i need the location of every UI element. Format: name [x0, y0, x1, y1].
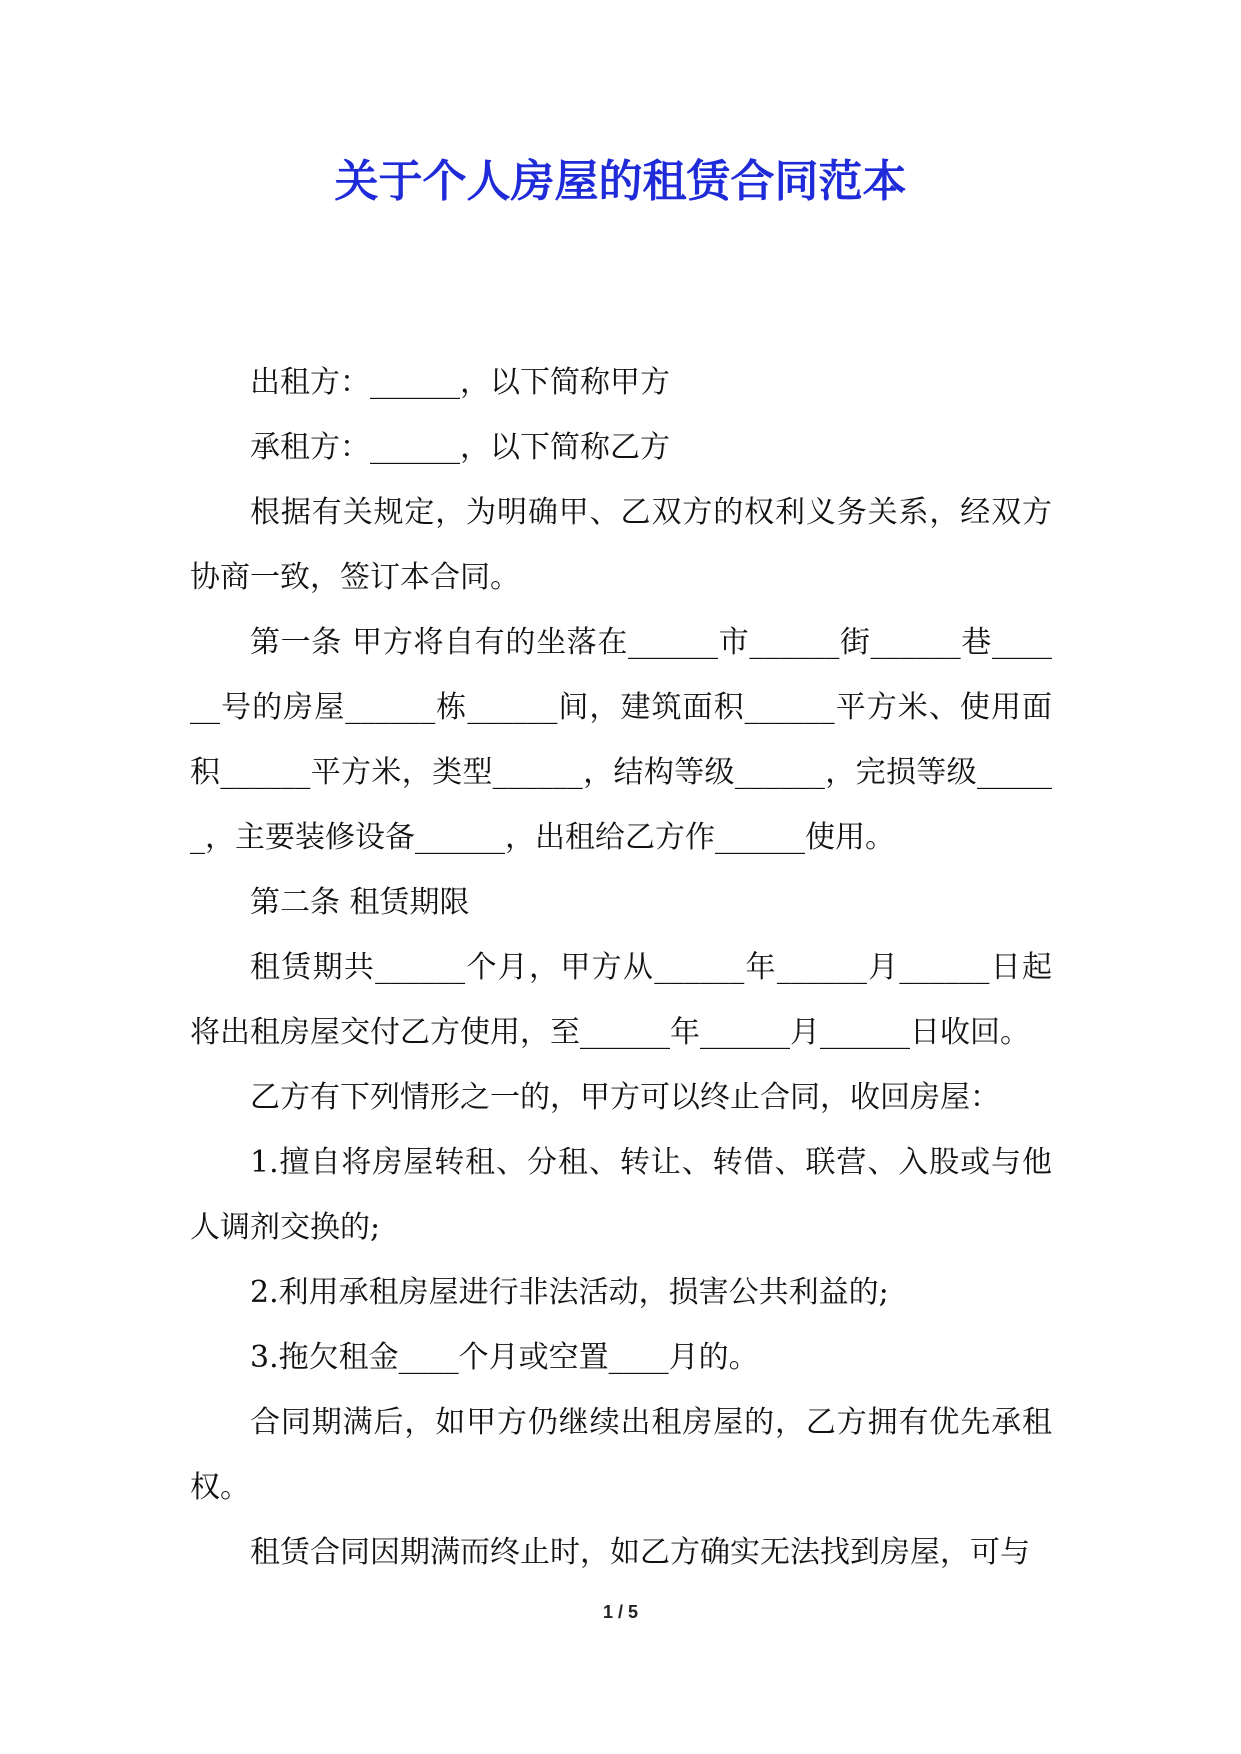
paragraph-article-2-heading: 第二条 租赁期限: [250, 885, 470, 920]
document-body: [190, 350, 1052, 1585]
paragraph-lessor: 出租方：______，以下简称甲方: [250, 365, 670, 400]
paragraph-preamble: 根据有关规定，为明确甲、乙双方的权利义务关系，经双方协商一致，签订本合同。: [190, 495, 1052, 595]
paragraph-condition-3: 3.拖欠租金____个月或空置____月的。: [250, 1340, 759, 1375]
page-number: 1 / 5: [602, 1602, 639, 1622]
paragraph-condition-2: 2.利用承租房屋进行非法活动，损害公共利益的;: [250, 1275, 889, 1310]
paragraph-condition-1: 1.擅自将房屋转租、分租、转让、转借、联营、入股或与他人调剂交换的;: [190, 1145, 1052, 1245]
paragraph-lease-term: 租赁期共______个月，甲方从______年______月______日起将出租房屋交付乙方使用，至______年______月______日收回。: [190, 950, 1052, 1050]
paragraph-article-1: 第一条 甲方将自有的坐落在______市______街______巷______号的房屋______栋______间，建筑面积______平方米、使用面积______平方米，类型______，结构等级______，完损等级______，主要装修设备______，出租给乙方作______使用。: [190, 625, 1052, 855]
paragraph-lessee: 承租方：______，以下简称乙方: [250, 430, 670, 465]
document-title: 关于个人房屋的租赁合同范本: [334, 156, 907, 207]
paragraph-termination-conditions: 乙方有下列情形之一的，甲方可以终止合同，收回房屋：: [250, 1080, 1000, 1115]
paragraph-renewal-priority: 合同期满后，如甲方仍继续出租房屋的，乙方拥有优先承租权。: [190, 1405, 1052, 1505]
paragraph-expiry: 租赁合同因期满而终止时，如乙方确实无法找到房屋，可与: [250, 1535, 1030, 1570]
